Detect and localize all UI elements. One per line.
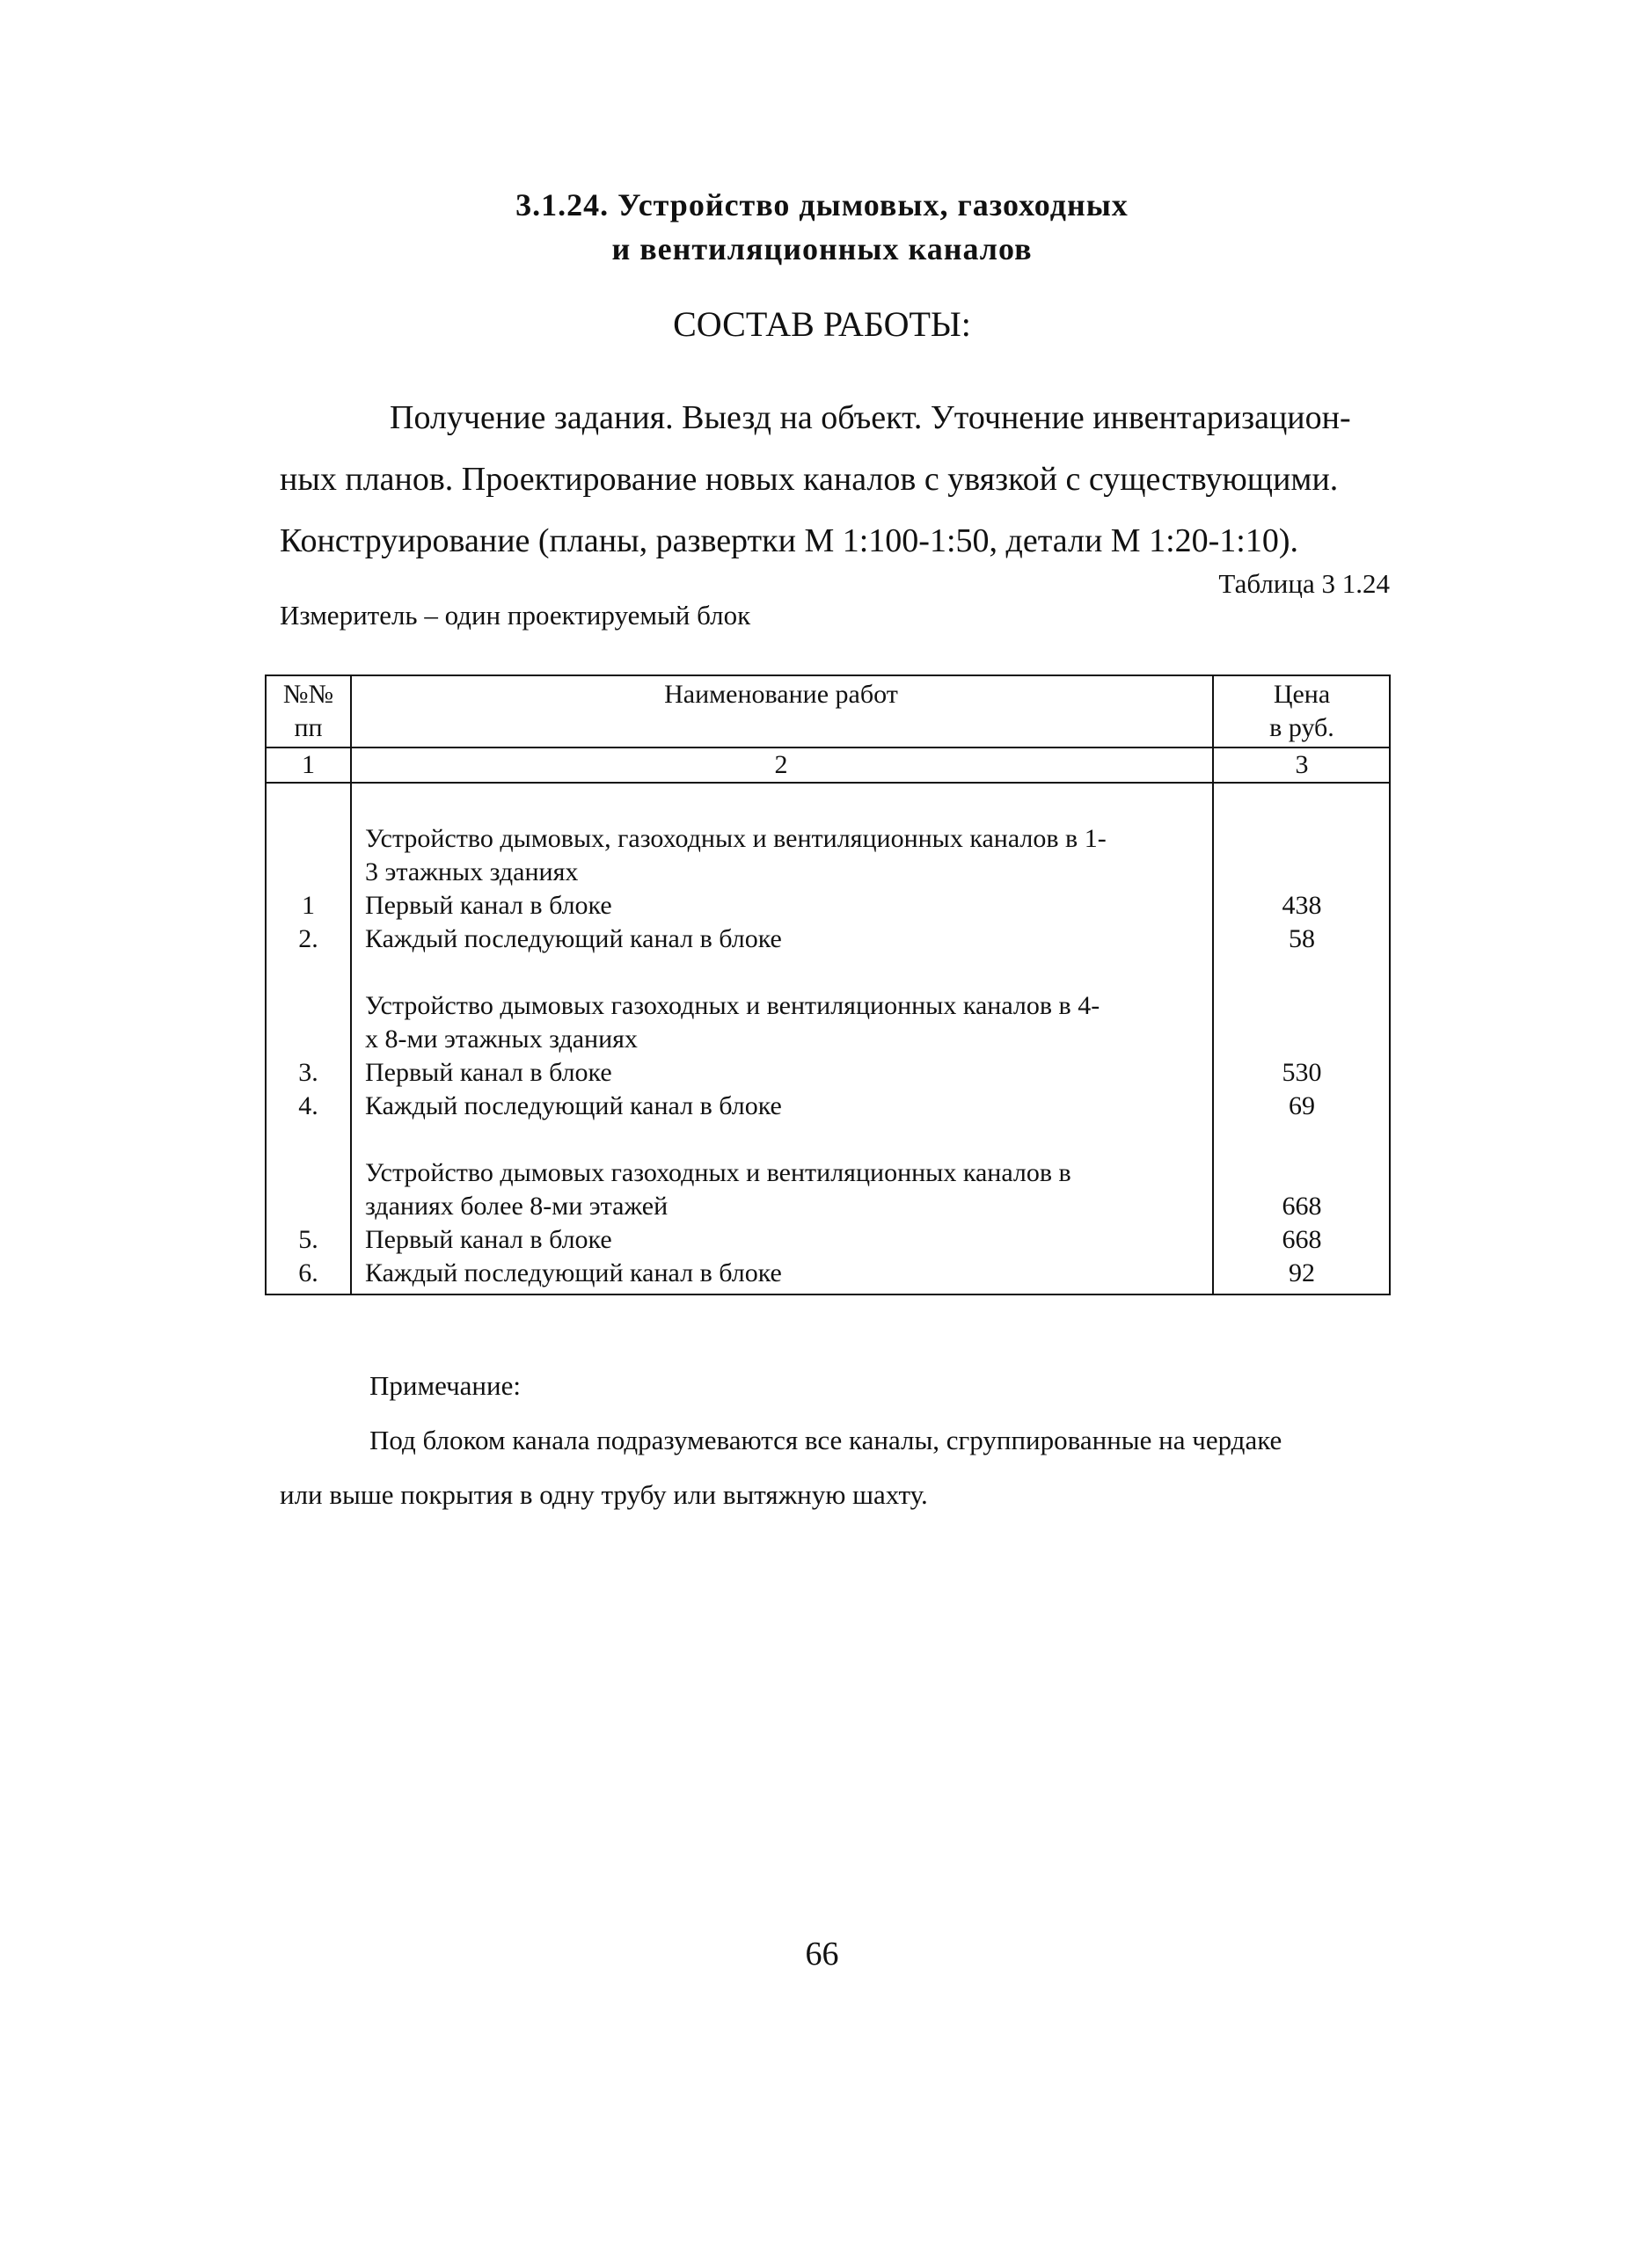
- group-title-line2: зданиях более 8-ми этажей: [365, 1192, 669, 1221]
- row-price: 668: [1282, 1225, 1322, 1254]
- column-number: 1: [302, 750, 315, 779]
- header-num-line1: №№: [282, 680, 334, 709]
- row-price: 530: [1282, 1058, 1322, 1087]
- work-text-line: Конструирование (планы, развертки М 1:100-1:50, детали М 1:20-1:10).: [280, 522, 1298, 559]
- row-number: 3.: [298, 1058, 318, 1087]
- section-title-line2: и вентиляционных каналов: [611, 231, 1033, 266]
- header-price-line2: в руб.: [1269, 713, 1334, 742]
- row-number: 6.: [298, 1258, 318, 1287]
- column-number: 3: [1295, 750, 1309, 779]
- row-price: 438: [1282, 891, 1322, 920]
- row-number: 4.: [298, 1091, 318, 1120]
- note-line: или выше покрытия в одну трубу или вытяжную шахту.: [280, 1479, 928, 1510]
- row-price: 58: [1289, 924, 1315, 953]
- header-price-line1: Цена: [1273, 680, 1331, 709]
- row-name: Каждый последующий канал в блоке: [365, 1258, 782, 1287]
- header-name: Наименование работ: [664, 680, 898, 709]
- header-num-line2: пп: [294, 713, 323, 742]
- row-price: 69: [1289, 1091, 1315, 1120]
- row-name: Каждый последующий канал в блоке: [365, 1091, 782, 1120]
- row-name: Первый канал в блоке: [365, 1225, 612, 1254]
- group-title-line1: Устройство дымовых газоходных и вентиляционных каналов в: [365, 1158, 1071, 1187]
- page-number: 66: [805, 1936, 839, 1973]
- row-price: 92: [1289, 1258, 1315, 1287]
- note-line: Под блоком канала подразумеваются все каналы, сгруппированные на чердаке: [369, 1425, 1282, 1455]
- column-number: 2: [774, 750, 788, 779]
- note-title: Примечание:: [369, 1370, 521, 1401]
- table-number: Таблица 3 1.24: [1218, 568, 1390, 599]
- measure-unit: Измеритель – один проектируемый блок: [280, 600, 751, 631]
- group-title-line1: Устройство дымовых, газоходных и вентиляционных каналов в 1-: [365, 824, 1107, 853]
- row-divider: [267, 747, 1389, 748]
- work-text-line: Получение задания. Выезд на объект. Уточнение инвентаризацион-: [390, 399, 1351, 436]
- row-divider: [267, 782, 1389, 784]
- row-name: Первый канал в блоке: [365, 891, 612, 920]
- row-name: Первый канал в блоке: [365, 1058, 612, 1087]
- price-table: [265, 675, 1391, 1295]
- work-composition-heading: СОСТАВ РАБОТЫ:: [673, 304, 971, 344]
- work-text-line: ных планов. Проектирование новых каналов с увязкой с существующими.: [280, 461, 1339, 498]
- group-title-price: 668: [1282, 1192, 1322, 1221]
- row-number: 5.: [298, 1225, 318, 1254]
- group-title-line2: 3 этажных зданиях: [365, 857, 579, 886]
- section-title-line1: 3.1.24. Устройство дымовых, газоходных: [515, 187, 1129, 222]
- row-number: 2.: [298, 924, 318, 953]
- row-name: Каждый последующий канал в блоке: [365, 924, 782, 953]
- group-title-line1: Устройство дымовых газоходных и вентиляционных каналов в 4-: [365, 991, 1100, 1020]
- group-title-line2: х 8-ми этажных зданиях: [365, 1025, 638, 1054]
- row-number: 1: [302, 891, 315, 920]
